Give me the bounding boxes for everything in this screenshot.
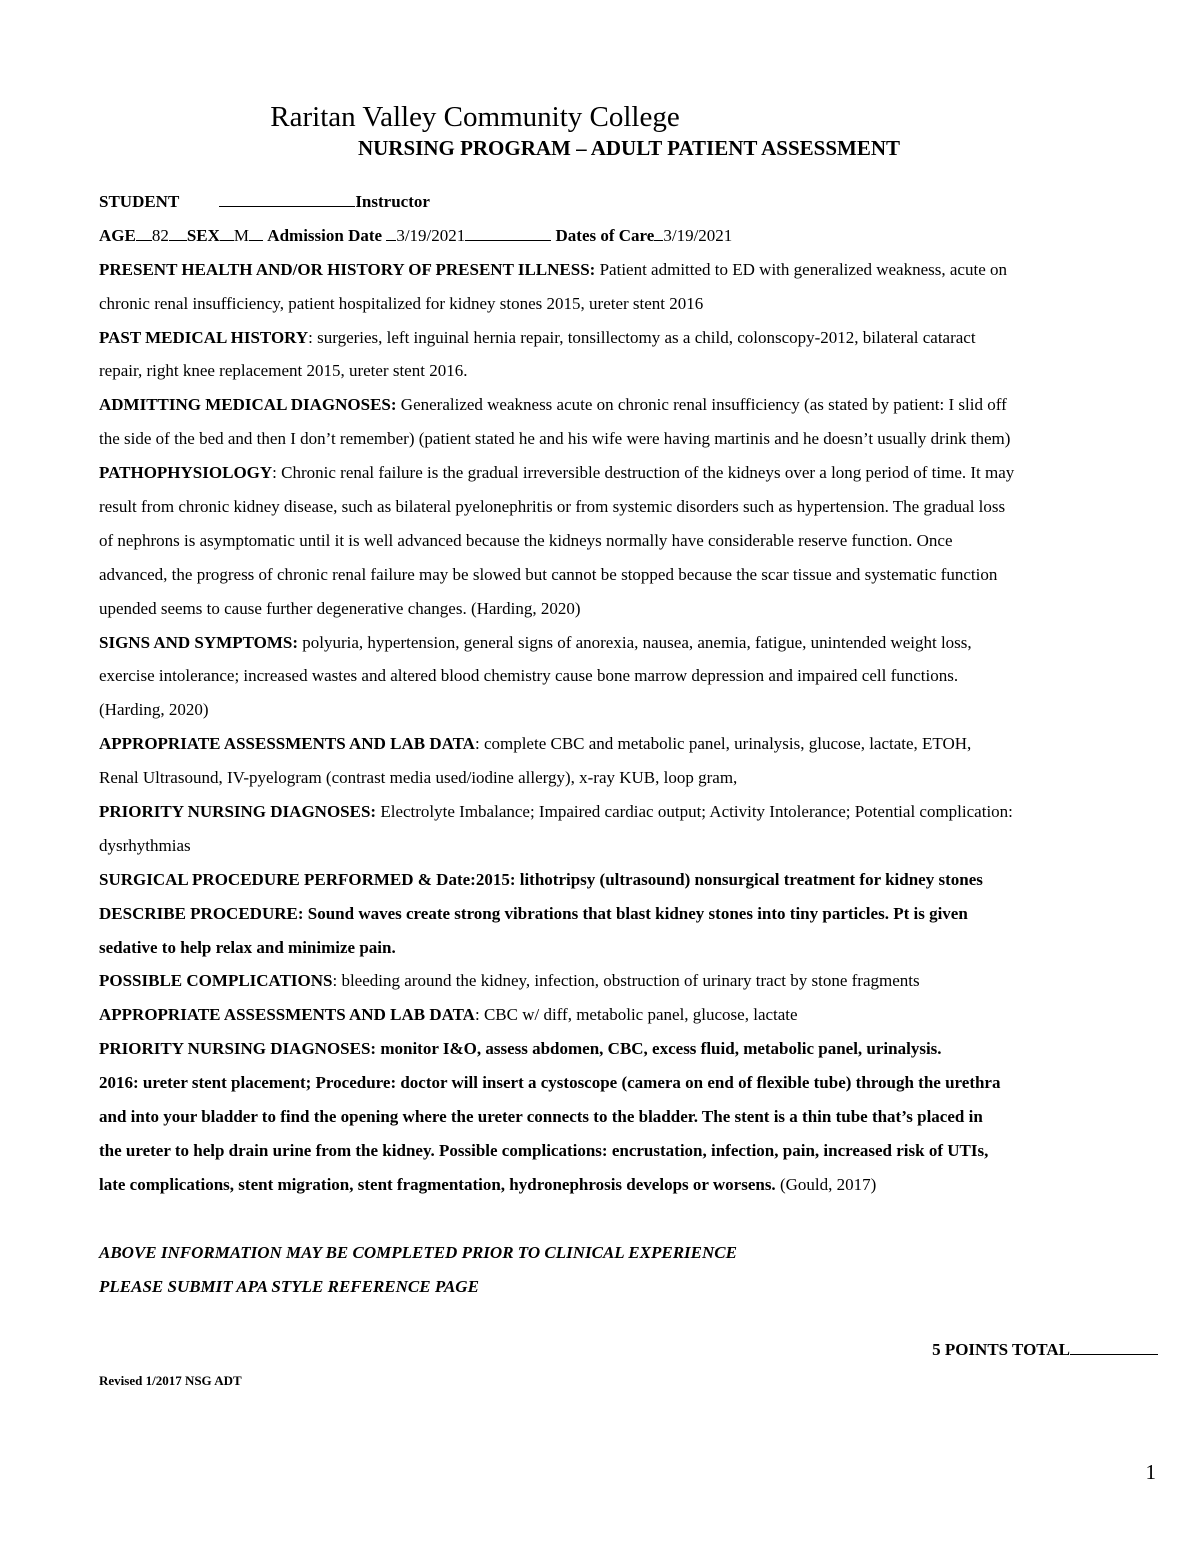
care-label: Dates of Care <box>555 225 655 245</box>
stent-citation: (Gould, 2017) <box>775 1174 877 1194</box>
note-submit-apa: PLEASE SUBMIT APA STYLE REFERENCE PAGE <box>99 1276 479 1296</box>
nursing-dx-2-label: PRIORITY NURSING DIAGNOSES: <box>99 1039 377 1059</box>
assessments-1-line2: Renal Ultrasound, IV-pyelogram (contrast media used/iodine allergy), x-ray KUB, loop gram, <box>99 768 738 788</box>
assessments-2-label: APPROPRIATE ASSESSMENTS AND LAB DATA <box>99 1005 475 1025</box>
page-number: 1 <box>1145 1460 1156 1484</box>
student-label: STUDENT <box>99 192 180 211</box>
points-total-label: 5 POINTS TOTAL <box>932 1340 1070 1359</box>
admitting-dx-label: ADMITTING MEDICAL DIAGNOSES: <box>99 395 397 415</box>
pathophysiology-line3: of nephrons is asymptomatic until it is well advanced because the kidneys normally have considerable reserve function. Once <box>99 530 953 550</box>
present-health-label: PRESENT HEALTH AND/OR HISTORY OF PRESENT ILLNESS: <box>99 259 596 279</box>
describe-line1: DESCRIBE PROCEDURE: Sound waves create strong vibrations that blast kidney stones into tiny particles. Pt is given <box>99 903 968 923</box>
assessments-1-line1: APPROPRIATE ASSESSMENTS AND LAB DATA: complete CBC and metabolic panel, urinalysis, glucose, lactate, ETOH, <box>99 734 972 754</box>
stent-line2: and into your bladder to find the opening where the ureter connects to the bladder. The stent is a thin tube that’s placed in <box>99 1107 983 1127</box>
present-health-line2: chronic renal insufficiency, patient hospitalized for kidney stones 2015, ureter stent 2016 <box>99 293 704 313</box>
stent-line1: 2016: ureter stent placement; Procedure: doctor will insert a cystoscope (camera on end of flexible tube) through the urethra <box>99 1073 1001 1093</box>
signs-symptoms-line2: exercise intolerance; increased wastes and altered blood chemistry cause bone marrow depression and impaired cell functions. <box>99 666 959 686</box>
surgical-line: SURGICAL PROCEDURE PERFORMED & Date:2015: lithotripsy (ultrasound) nonsurgical treatment for kidney stones <box>99 869 983 889</box>
points-blank <box>1070 1337 1158 1355</box>
nursing-dx-1-line2: dysrhythmias <box>99 835 191 855</box>
signs-symptoms-line3: (Harding, 2020) <box>99 700 209 720</box>
admission-label: Admission Date <box>267 225 383 245</box>
signs-symptoms-line1: SIGNS AND SYMPTOMS: polyuria, hypertension, general signs of anorexia, nausea, anemia, fatigue, unintended weight loss, <box>99 632 972 652</box>
sex-label: SEX <box>186 225 220 245</box>
student-row <box>99 185 1164 219</box>
pathophysiology-line5: upended seems to cause further degenerative changes. (Harding, 2020) <box>99 598 581 618</box>
past-history-label: PAST MEDICAL HISTORY <box>99 327 309 347</box>
assessment-body <box>99 185 1164 1303</box>
surgical-label: SURGICAL PROCEDURE PERFORMED & Date: <box>99 869 476 889</box>
revised-note: Revised 1/2017 NSG ADT <box>99 1373 242 1388</box>
pathophysiology-line4: advanced, the progress of chronic renal failure may be slowed but cannot be stopped because the scar tissue and systematic function <box>99 564 998 584</box>
points-total <box>932 1337 1158 1360</box>
describe-label: DESCRIBE PROCEDURE: <box>99 903 304 923</box>
pathophysiology-label: PATHOPHYSIOLOGY <box>99 463 273 483</box>
demographics-row <box>99 219 1164 253</box>
sex-value: M <box>233 225 250 245</box>
student-blank <box>219 189 355 207</box>
present-health-line1: PRESENT HEALTH AND/OR HISTORY OF PRESENT ILLNESS: Patient admitted to ED with generalized weakness, acute on <box>99 259 1007 279</box>
past-history-line2: repair, right knee replacement 2015, ureter stent 2016. <box>99 361 468 381</box>
admitting-dx-line2: the side of the bed and then I don’t remember) (patient stated he and his wife were having martinis and he doesn’t usually drink them) <box>99 429 1011 449</box>
note-complete-prior: ABOVE INFORMATION MAY BE COMPLETED PRIOR TO CLINICAL EXPERIENCE <box>99 1242 737 1262</box>
age-value: 82 <box>151 225 169 245</box>
assessments-1-label: APPROPRIATE ASSESSMENTS AND LAB DATA <box>99 734 475 754</box>
stent-line3: the ureter to help drain urine from the kidney. Possible complications: encrustation, infection, pain, increased risk of UTIs, <box>99 1140 989 1160</box>
complications-label: POSSIBLE COMPLICATIONS <box>99 971 333 991</box>
stent-line4: late complications, stent migration, stent fragmentation, hydronephrosis develops or worsens. (Gould, 2017) <box>99 1174 877 1194</box>
assessments-2-line: APPROPRIATE ASSESSMENTS AND LAB DATA: CBC w/ diff, metabolic panel, glucose, lactate <box>99 1005 798 1025</box>
college-title: Raritan Valley Community College <box>270 101 680 133</box>
signs-symptoms-label: SIGNS AND SYMPTOMS: <box>99 632 298 652</box>
describe-line2: sedative to help relax and minimize pain. <box>99 937 396 957</box>
admission-date: 3/19/2021 <box>396 225 466 245</box>
admitting-dx-line1: ADMITTING MEDICAL DIAGNOSES: Generalized weakness acute on chronic renal insufficiency (as stated by patient: I slid off <box>99 395 1007 415</box>
care-date: 3/19/2021 <box>663 225 733 245</box>
instructor-label: Instructor <box>355 192 430 211</box>
nursing-dx-1-line1: PRIORITY NURSING DIAGNOSES: Electrolyte Imbalance; Impaired cardiac output; Activity Intolerance; Potential complication: <box>99 802 1013 822</box>
program-subtitle: NURSING PROGRAM – ADULT PATIENT ASSESSMENT <box>357 136 901 160</box>
nursing-dx-1-label: PRIORITY NURSING DIAGNOSES: <box>99 802 377 822</box>
pathophysiology-line2: result from chronic kidney disease, such as bilateral pyelonephritis or from systemic disorders such as hypertension. The gradual loss <box>99 497 1006 517</box>
age-label: AGE <box>99 225 136 245</box>
complications-line: POSSIBLE COMPLICATIONS: bleeding around the kidney, infection, obstruction of urinary tract by stone fragments <box>99 971 920 991</box>
past-history-line1: PAST MEDICAL HISTORY: surgeries, left inguinal hernia repair, tonsillectomy as a child, colonscopy-2012, bilateral cataract <box>99 327 976 347</box>
pathophysiology-line1: PATHOPHYSIOLOGY: Chronic renal failure is the gradual irreversible destruction of the kidneys over a long period of time. It may <box>99 463 1015 483</box>
nursing-dx-2-line: PRIORITY NURSING DIAGNOSES: monitor I&O, assess abdomen, CBC, excess fluid, metabolic panel, urinalysis. <box>99 1039 942 1059</box>
